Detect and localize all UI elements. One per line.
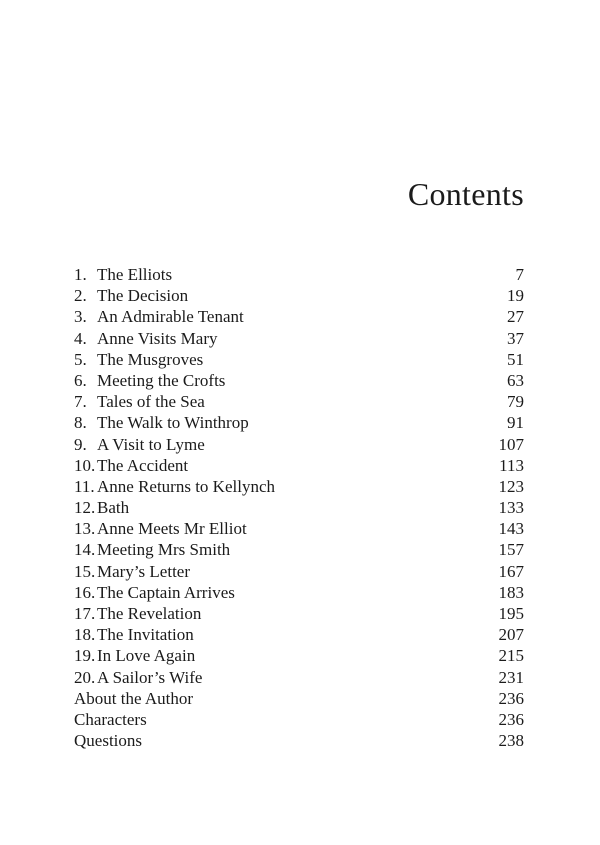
toc-row xyxy=(74,518,524,539)
toc-title: The Accident xyxy=(97,455,189,475)
toc-row xyxy=(74,455,524,476)
toc-page: 157 xyxy=(498,540,524,560)
toc-number: 10. xyxy=(74,455,96,475)
toc-row xyxy=(74,730,524,751)
toc-page: 236 xyxy=(498,688,524,708)
toc-number: 1. xyxy=(74,265,87,284)
toc-page: 123 xyxy=(498,476,524,496)
toc-page: 91 xyxy=(507,413,524,433)
toc-number: 7. xyxy=(74,392,87,412)
toc-number: 15. xyxy=(74,561,96,581)
toc-title: About the Author xyxy=(74,688,193,708)
toc-title: In Love Again xyxy=(97,646,196,666)
page-title: Contents xyxy=(407,176,524,212)
toc-number: 5. xyxy=(74,349,87,369)
toc-title: A Visit to Lyme xyxy=(97,434,205,454)
toc-number: 12. xyxy=(74,498,96,518)
toc-title: The Captain Arrives xyxy=(97,582,235,602)
toc-row xyxy=(74,412,524,433)
toc-row xyxy=(74,582,524,603)
toc-title: Meeting Mrs Smith xyxy=(97,540,231,560)
toc-title: An Admirable Tenant xyxy=(97,307,244,327)
toc-page: 167 xyxy=(498,561,524,581)
toc-title: The Decision xyxy=(97,286,189,306)
toc-row xyxy=(74,645,524,666)
toc-title: The Musgroves xyxy=(97,349,204,369)
toc-title: Anne Returns to Kellynch xyxy=(97,476,275,496)
toc-number: 4. xyxy=(74,328,87,348)
toc-title: The Walk to Winthrop xyxy=(97,413,249,433)
toc-number: 16. xyxy=(74,582,96,602)
toc-page: 238 xyxy=(498,731,524,751)
toc-number: 18. xyxy=(74,625,96,645)
toc-row xyxy=(74,709,524,730)
toc-number: 20. xyxy=(74,667,96,687)
toc-row xyxy=(74,370,524,391)
toc-page: 236 xyxy=(498,709,524,729)
toc-number: 19. xyxy=(74,646,96,666)
toc-page: 7 xyxy=(515,265,524,284)
toc-row xyxy=(74,688,524,709)
toc-row xyxy=(74,476,524,497)
toc-page: 207 xyxy=(498,625,524,645)
toc-page: 133 xyxy=(498,498,524,518)
toc-number: 9. xyxy=(74,434,87,454)
toc-title: Anne Visits Mary xyxy=(97,328,218,348)
toc-page: 183 xyxy=(498,582,524,602)
toc-page: 37 xyxy=(507,328,524,348)
toc-page: 51 xyxy=(507,349,524,369)
toc-row xyxy=(74,264,524,285)
toc-number: 11. xyxy=(74,476,95,496)
toc-row xyxy=(74,497,524,518)
toc-title: The Elliots xyxy=(97,265,173,284)
toc-row xyxy=(74,285,524,306)
toc-row xyxy=(74,603,524,624)
toc-row xyxy=(74,539,524,560)
toc-page: 113 xyxy=(499,455,524,475)
toc-number: 2. xyxy=(74,286,87,306)
toc-title: The Invitation xyxy=(97,625,194,645)
toc-number: 17. xyxy=(74,604,96,623)
toc-number: 8. xyxy=(74,413,87,433)
toc-title: Anne Meets Mr Elliot xyxy=(97,519,247,539)
toc-row xyxy=(74,306,524,327)
toc-row xyxy=(74,349,524,370)
toc-page: 19 xyxy=(507,286,524,306)
toc-title: A Sailor’s Wife xyxy=(97,667,203,687)
toc-page: 107 xyxy=(498,434,524,454)
toc-title: Mary’s Letter xyxy=(97,561,190,581)
toc-page: 63 xyxy=(507,370,524,390)
toc-number: 13. xyxy=(74,519,96,539)
toc-title: Tales of the Sea xyxy=(97,392,205,412)
toc-number: 14. xyxy=(74,540,96,560)
toc-row xyxy=(74,434,524,455)
toc-page: 27 xyxy=(507,307,524,327)
toc-page: 195 xyxy=(498,604,524,623)
toc-row xyxy=(74,391,524,412)
toc-row xyxy=(74,561,524,582)
toc-page: 231 xyxy=(498,667,524,687)
toc-number: 3. xyxy=(74,307,87,327)
toc-title: Bath xyxy=(97,498,130,518)
toc-number: 6. xyxy=(74,370,87,390)
toc-page: 215 xyxy=(498,646,524,666)
toc-title: Characters xyxy=(74,709,147,729)
toc-row xyxy=(74,624,524,645)
toc-title: Questions xyxy=(74,731,142,751)
toc-list xyxy=(74,264,524,751)
toc-page: 79 xyxy=(507,392,524,412)
toc-title: The Revelation xyxy=(97,604,202,623)
toc-row xyxy=(74,328,524,349)
toc-page: 143 xyxy=(498,519,524,539)
toc-title: Meeting the Crofts xyxy=(97,370,226,390)
toc-row xyxy=(74,667,524,688)
